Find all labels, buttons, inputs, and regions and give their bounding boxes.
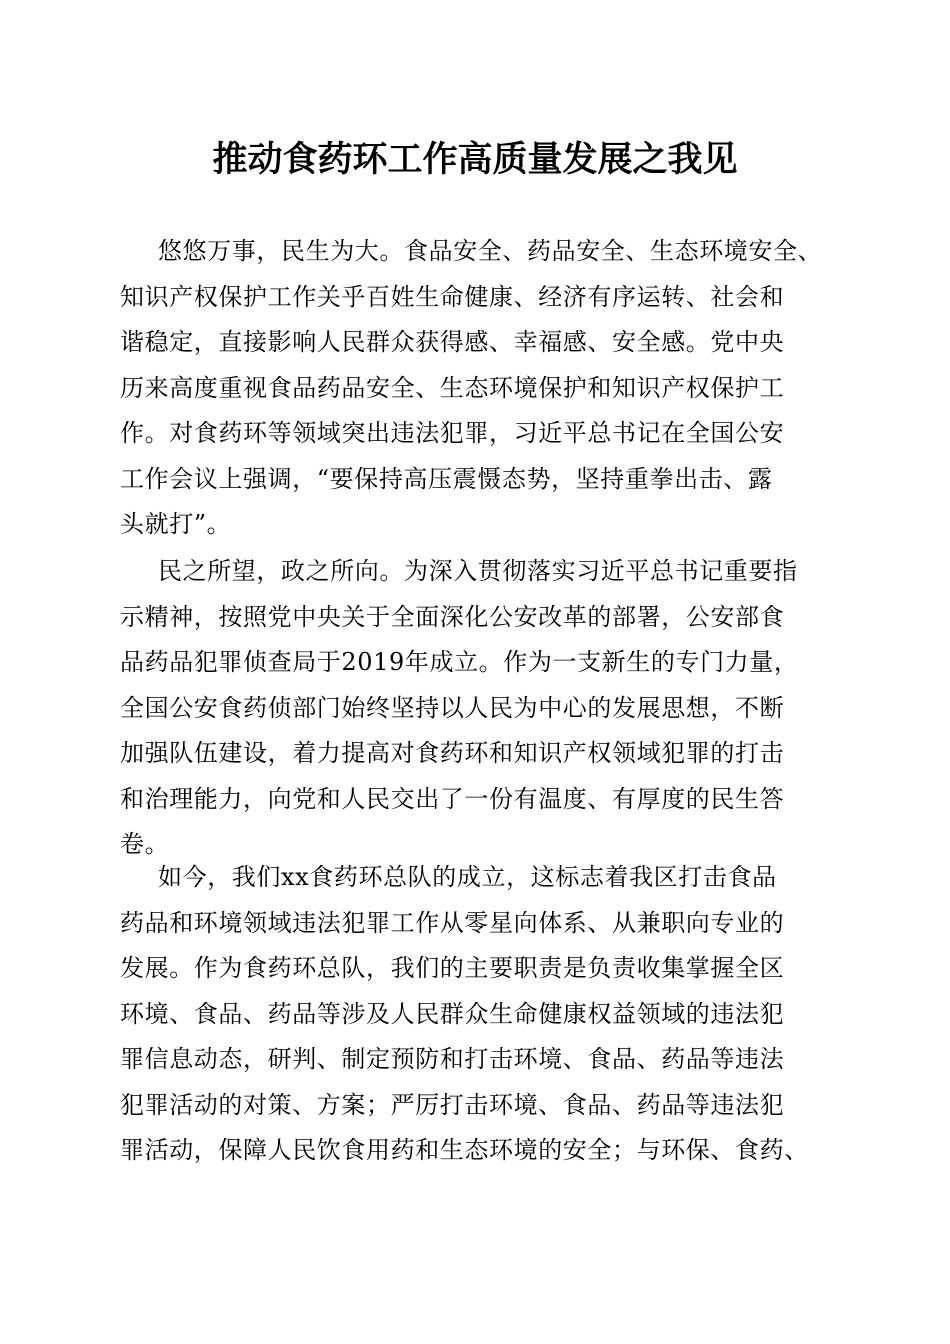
paragraph-line: 药品和环境领域违法犯罪工作从零星向体系、从兼职向专业的 — [120, 908, 785, 937]
paragraph-line: 工作会议上强调，“要保持高压震慑态势，坚持重拳出击、露 — [120, 464, 773, 493]
paragraph-2 — [120, 549, 840, 868]
paragraph-line: 谐稳定，直接影响人民群众获得感、幸福感、安全感。党中央 — [120, 328, 785, 356]
paragraph-line: 全国公安食药侦部门始终坚持以人民为中心的发展思想，不断 — [120, 693, 785, 722]
paragraph-line: 悠悠万事，民生为大。食品安全、药品安全、生态环境安全、 — [158, 237, 823, 265]
paragraph-line: 环境、食品、药品等涉及人民群众生命健康权益领域的违法犯 — [120, 999, 785, 1028]
paragraph-line: 头就打”。 — [120, 510, 232, 538]
paragraph-1 — [120, 229, 840, 548]
paragraph-line: 历来高度重视食品药品安全、生态环境保护和知识产权保护工 — [120, 373, 785, 402]
paragraph-3 — [120, 855, 840, 1174]
paragraph-line: 罪活动，保障人民饮食用药和生态环境的安全；与环保、食药、 — [120, 1136, 809, 1164]
paragraph-line: 品药品犯罪侦查局于2019年成立。作为一支新生的专门力量， — [120, 648, 799, 676]
paragraph-line: 作。对食药环等领域突出违法犯罪，习近平总书记在全国公安 — [120, 419, 785, 447]
paragraph-line: 民之所望，政之所向。为深入贯彻落实习近平总书记重要指 — [158, 557, 798, 585]
paragraph-line: 和治理能力，向党和人民交出了一份有温度、有厚度的民生答 — [120, 784, 785, 813]
paragraph-line: 示精神，按照党中央关于全面深化公安改革的部署，公安部食 — [120, 602, 785, 631]
paragraph-line: 发展。作为食药环总队，我们的主要职责是负责收集掌握全区 — [120, 954, 785, 982]
page-title: 推动食药环工作高质量发展之我见 — [212, 139, 738, 180]
paragraph-line: 犯罪活动的对策、方案；严厉打击环境、食品、药品等违法犯 — [120, 1090, 785, 1119]
paragraph-line: 卷。 — [120, 830, 170, 858]
paragraph-line: 如今，我们xx食药环总队的成立，这标志着我区打击食品 — [158, 863, 777, 891]
paragraph-line: 加强队伍建设，着力提高对食药环和知识产权领域犯罪的打击 — [120, 739, 785, 767]
paragraph-line: 知识产权保护工作关乎百姓生命健康、经济有序运转、社会和 — [120, 282, 785, 311]
paragraph-line: 罪信息动态，研判、制定预防和打击环境、食品、药品等违法 — [120, 1045, 785, 1073]
